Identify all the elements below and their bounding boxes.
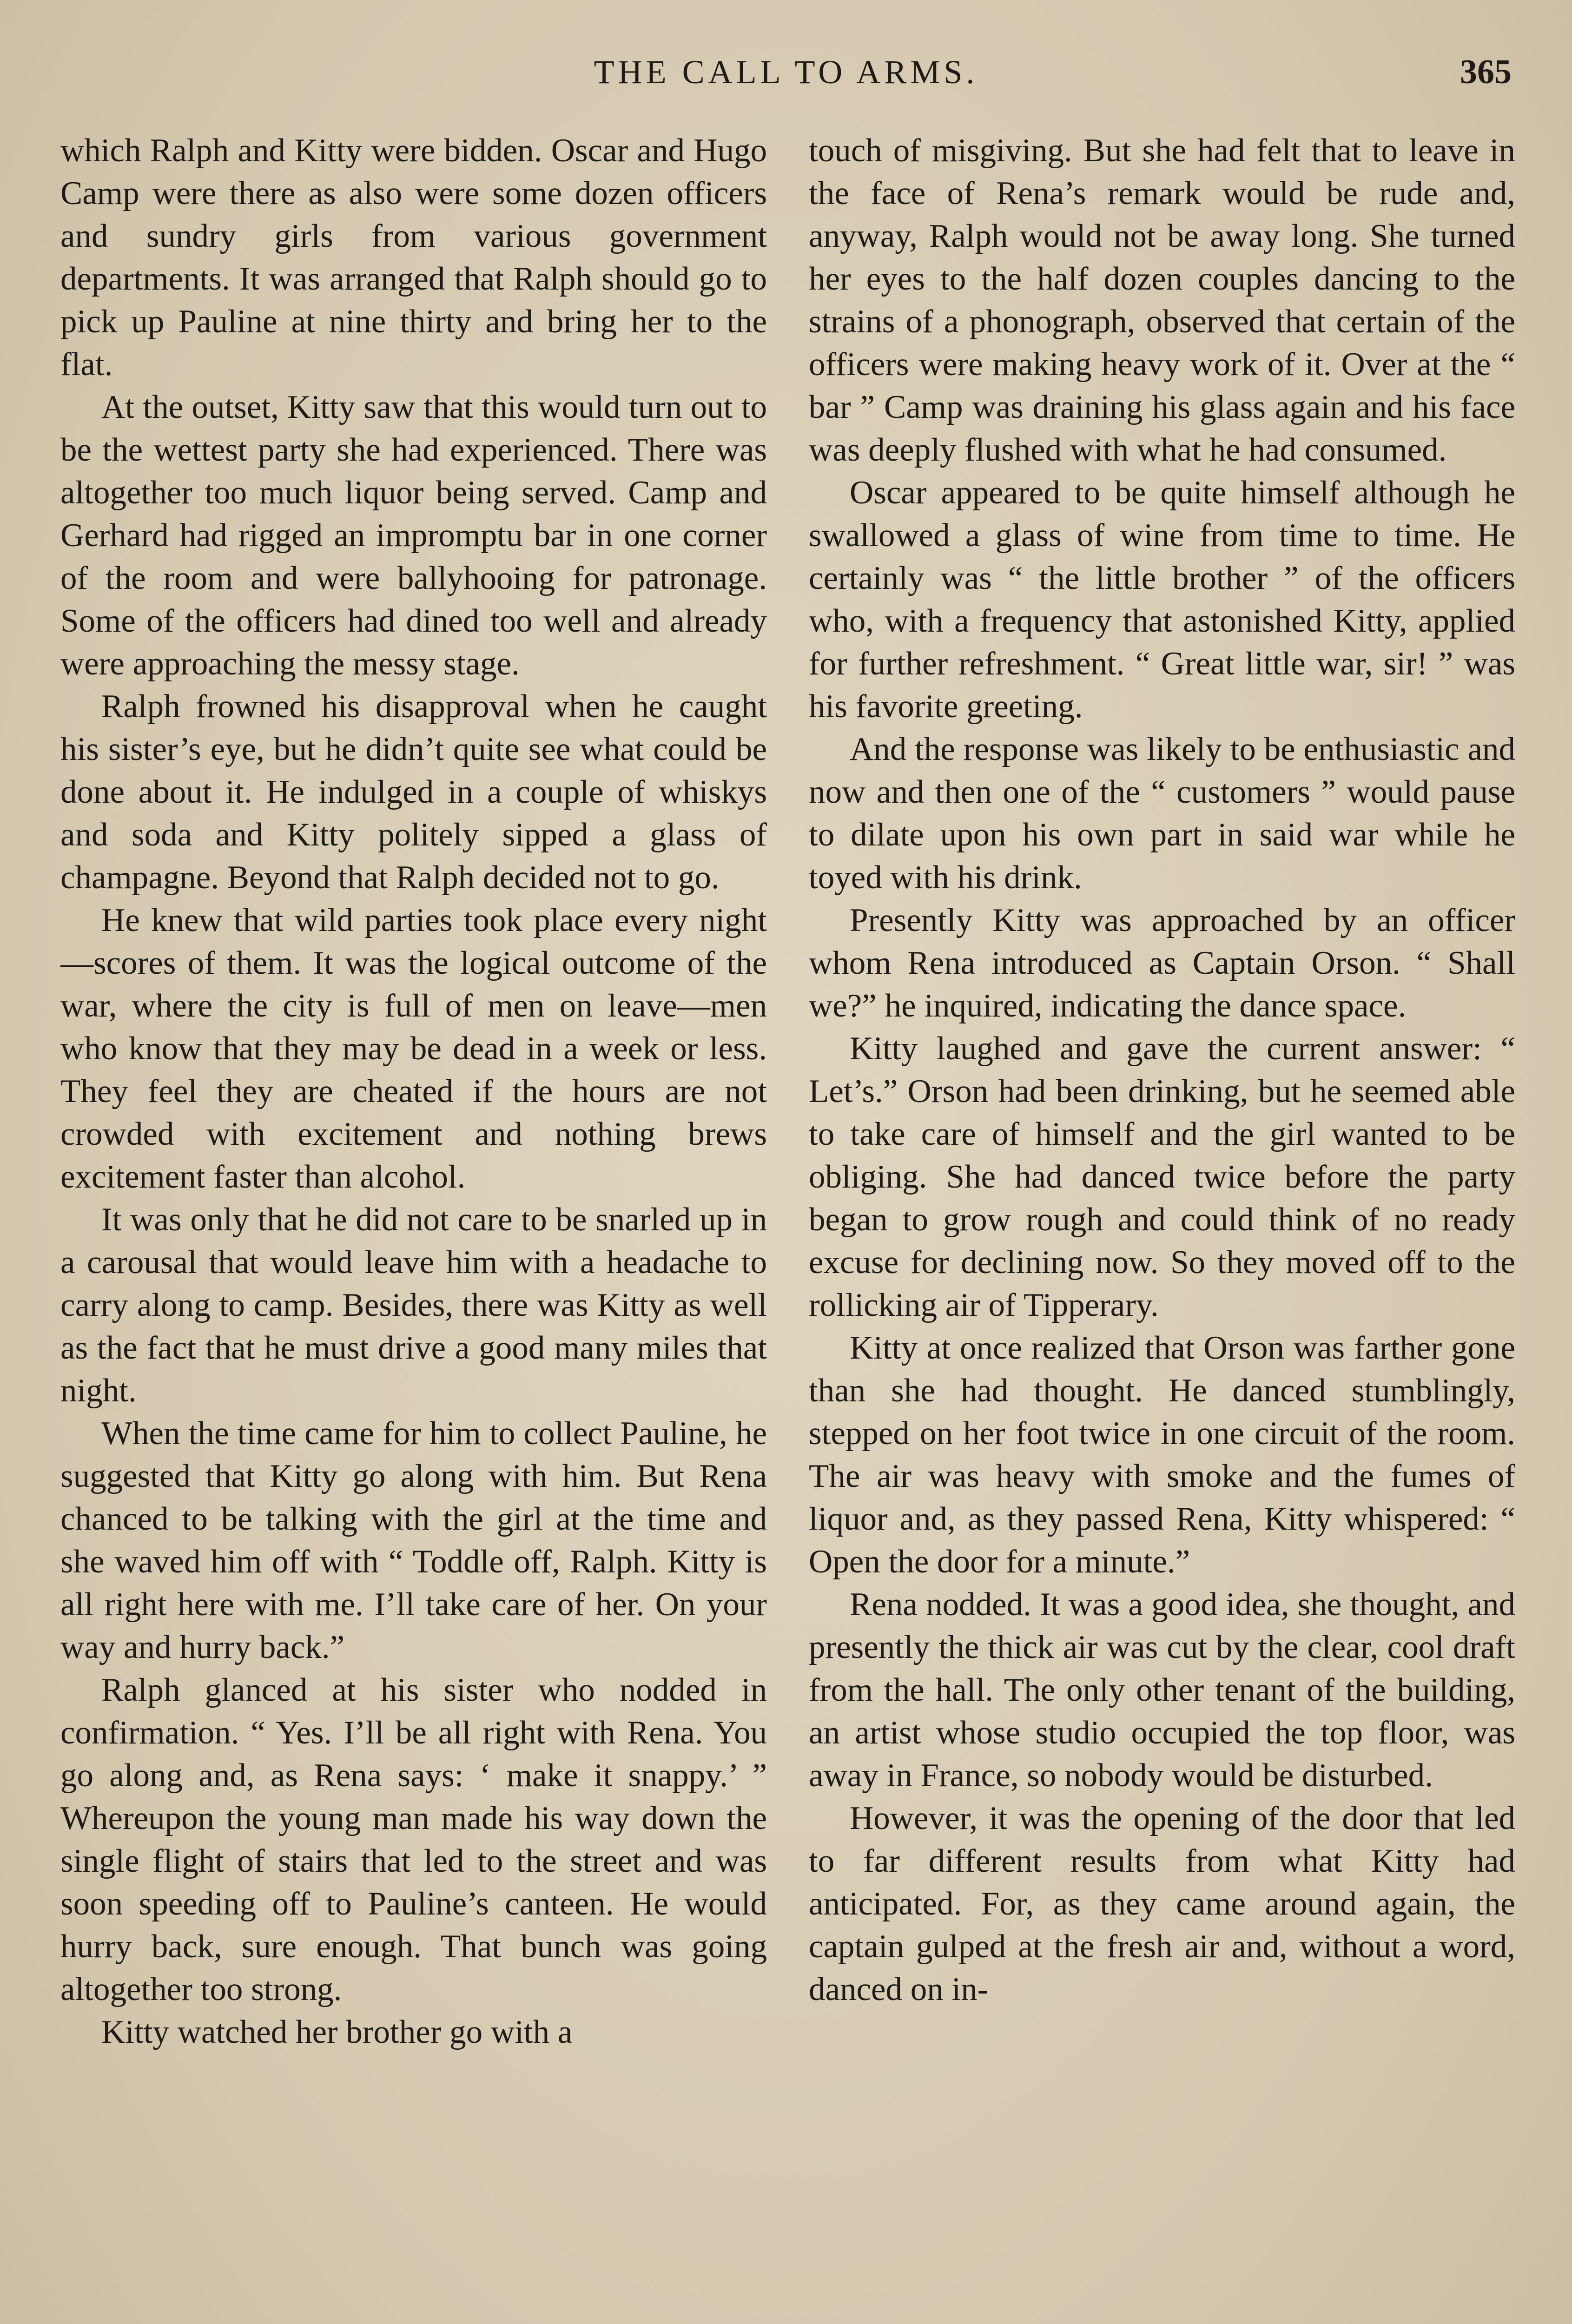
running-head: THE CALL TO ARMS. — [594, 53, 978, 91]
paragraph: He knew that wild parties took place every night—scores of them. It was the logical outcome of the war, where the city is full of men on leave—men who know that they may be dead in a week or less. They feel they are cheated if the hours are not crowded with excitement and nothing brews excitement faster than alcohol. — [60, 902, 767, 1195]
left-column — [60, 129, 767, 2324]
page-number: 365 — [1460, 53, 1512, 91]
paragraph: However, it was the opening of the door that led to far different results from what Kitty had anticipated. For, as they came around again, the captain gulped at the fresh air and, without a word, danced on in- — [809, 1800, 1515, 2007]
paragraph: which Ralph and Kitty were bidden. Oscar and Hugo Camp were there as also were some dozen officers and sundry girls from various government departments. It was arranged that Ralph should go to pick up Pauline at nine thirty and bring her to the flat. — [60, 132, 767, 383]
paragraph: Rena nodded. It was a good idea, she thought, and presently the thick air was cut by the clear, cool draft from the hall. The only other tenant of the building, an artist whose studio occupied the top floor, was away in France, so nobody would be disturbed. — [809, 1586, 1515, 1794]
paragraph: And the response was likely to be enthusiastic and now and then one of the “ customers ” would pause to dilate upon his own part in said war while he toyed with his drink. — [809, 731, 1515, 896]
paragraph: Presently Kitty was approached by an officer whom Rena introduced as Captain Orson. “ Shall we?” he inquired, indicating the dance space. — [809, 902, 1515, 1024]
page-header — [60, 46, 1512, 98]
text-columns — [60, 129, 1515, 2324]
right-column — [809, 129, 1515, 2324]
paragraph: It was only that he did not care to be snarled up in a carousal that would leave him with a headache to carry along to camp. Besides, there was Kitty as well as the fact that he must drive a good many miles that night. — [60, 1202, 767, 1409]
paragraph: At the outset, Kitty saw that this would turn out to be the wettest party she had experienced. There was altogether too much liquor being served. Camp and Gerhard had rigged an impromptu bar in one corner of the room and were ballyhooing for patronage. Some of the officers had dined too well and already were approaching the messy stage. — [60, 389, 767, 682]
paragraph: Ralph glanced at his sister who nodded in confirmation. “ Yes. I’ll be all right with Rena. You go along and, as Rena says: ‘ make it snappy.’ ” Whereupon the young man made his way down the single flight of stairs that led to the street and was soon speeding off to Pauline’s canteen. He would hurry back, sure enough. That bunch was going altogether too strong. — [60, 1672, 767, 2007]
paragraph: When the time came for him to collect Pauline, he suggested that Kitty go along with him. But Rena chanced to be talking with the girl at the time and she waved him off with “ Toddle off, Ralph. Kitty is all right here with me. I’ll take care of her. On your way and hurry back.” — [60, 1415, 767, 1665]
paragraph: Kitty at once realized that Orson was farther gone than she had thought. He danced stumblingly, stepped on her foot twice in one circuit of the room. The air was heavy with smoke and the fumes of liquor and, as they passed Rena, Kitty whispered: “ Open the door for a minute.” — [809, 1330, 1515, 1580]
paragraph: Oscar appeared to be quite himself although he swallowed a glass of wine from time to time. He certainly was “ the little brother ” of the officers who, with a frequency that astonished Kitty, applied for further refreshment. “ Great little war, sir! ” was his favorite greeting. — [809, 475, 1515, 725]
paragraph: Kitty watched her brother go with a — [101, 2014, 573, 2050]
paragraph: Ralph frowned his disapproval when he caught his sister’s eye, but he didn’t quite see what could be done about it. He indulged in a couple of whiskys and soda and Kitty politely sipped a glass of champagne. Beyond that Ralph decided not to go. — [60, 688, 767, 896]
paragraph: Kitty laughed and gave the current answer: “ Let’s.” Orson had been drinking, but he seemed able to take care of himself and the girl wanted to be obliging. She had danced twice before the party began to grow rough and could think of no ready excuse for declining now. So they moved off to the rollicking air of Tipperary. — [809, 1030, 1515, 1323]
paragraph: touch of misgiving. But she had felt that to leave in the face of Rena’s remark would be rude and, anyway, Ralph would not be away long. She turned her eyes to the half dozen couples dancing to the strains of a phonograph, observed that certain of the officers were making heavy work of it. Over at the “ bar ” Camp was draining his glass again and his face was deeply flushed with what he had consumed. — [809, 132, 1515, 468]
